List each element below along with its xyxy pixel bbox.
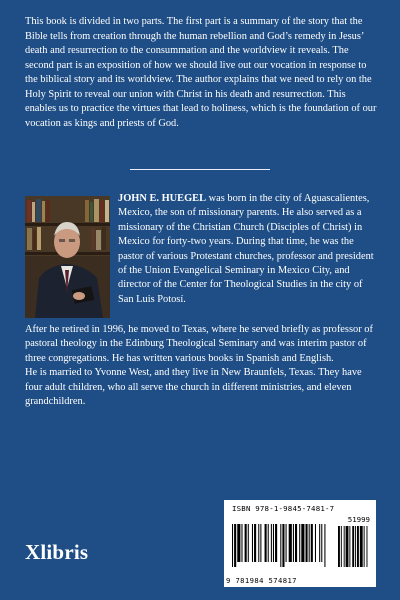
barcode-addon-bar [360, 526, 363, 567]
barcode-bar [248, 524, 249, 562]
barcode-bar [234, 524, 236, 567]
barcode-addon-bar [338, 526, 340, 567]
barcode-bars [232, 524, 369, 573]
barcode-bar [273, 524, 274, 562]
book-description: This book is divided in two parts. The first part is a summary of the story that the Bible tells from creation through the human rebellion and God’s remedy in Jesus’ death and resurrection to the consummation and the worldview it reveals. The second part is an exposition of how we should live out our vocation in response to the biblical story and its worldview. The author explains that we need to rely on the Holy Spirit to reveal our union with Christ in his death and resurrection. This enables us to practice the virtues that lead to holiness, which is the foundation of our vocation as kings and priests of God. [25, 16, 377, 129]
barcode-bar [309, 524, 310, 562]
barcode-bar [254, 524, 256, 562]
barcode-bar [265, 524, 267, 562]
barcode-bar [299, 524, 300, 562]
barcode-bar [282, 524, 284, 567]
barcode-addon-bar [341, 526, 342, 567]
barcode-bar [324, 524, 325, 567]
author-bio-intro-text: was born in the city of Aguascalientes, Mexico, the son of missionary parents. He also served as a missionary of the Christian Church (Disciples of Christ) in Mexico for forty-two years. During that time, he was the pastor of various Protestant churches, professor and president of the Union Evangelical Seminary in Mexico City, and director of the Center for Theological Studies in the city of San Luis Potosí. [118, 193, 374, 305]
barcode-addon-bar [364, 526, 365, 567]
barcode-addon-bar [349, 526, 350, 567]
barcode-bar [237, 524, 240, 562]
barcode-addon-bar [352, 526, 354, 567]
barcode-bar [301, 524, 304, 562]
barcode-addon-bar [367, 526, 368, 567]
barcode-bar [268, 524, 269, 562]
barcode-addon-bar [346, 526, 349, 567]
barcode-bar [295, 524, 297, 562]
barcode-bar [252, 524, 253, 562]
barcode-bar [260, 524, 261, 562]
divider-line [130, 169, 270, 170]
author-bio-intro [118, 192, 380, 307]
barcode-bar [315, 524, 316, 562]
barcode-bar [241, 524, 242, 562]
isbn-text: ISBN 978-1-9845-7481-7 [232, 504, 335, 513]
author-photo [25, 196, 110, 318]
barcode-bar [293, 524, 294, 562]
author-bio-paragraph-2: After he retired in 1996, he moved to Texas, where he served briefly as professor of pastoral theology in the Edinburg Theological Seminary and was interim pastor of three congregations. He has written various books in Spanish and English. [25, 324, 373, 364]
barcode-bar [306, 524, 308, 562]
barcode-addon-bar [344, 526, 345, 567]
barcode-bar [319, 524, 320, 562]
price-code: 51999 [347, 515, 370, 524]
barcode-bar [258, 524, 259, 562]
barcode-bar [271, 524, 272, 562]
barcode-bar [311, 524, 313, 562]
barcode-bar [245, 524, 247, 562]
barcode-bar [286, 524, 287, 562]
publisher-logo: Xlibris [25, 540, 89, 564]
barcode-digits: 9 781984 574817 [226, 576, 297, 585]
author-bio-paragraph-3: He is married to Yvonne West, and they live in New Braunfels, Texas. They have four adult children, who all serve the church in different ministries, and eleven grandchildren. [25, 367, 362, 408]
barcode-bar [232, 524, 233, 567]
barcode-bar [280, 524, 281, 567]
barcode-addon-bar [357, 526, 359, 567]
barcode-bar [275, 524, 277, 562]
author-bio-continued [25, 323, 380, 409]
barcode-bar [289, 524, 292, 562]
barcode-addon-bar [355, 526, 356, 567]
author-portrait-image [25, 196, 110, 318]
author-name: JOHN E. HUEGEL [118, 193, 207, 204]
barcode-bar [321, 524, 322, 562]
barcode-box [224, 500, 376, 587]
